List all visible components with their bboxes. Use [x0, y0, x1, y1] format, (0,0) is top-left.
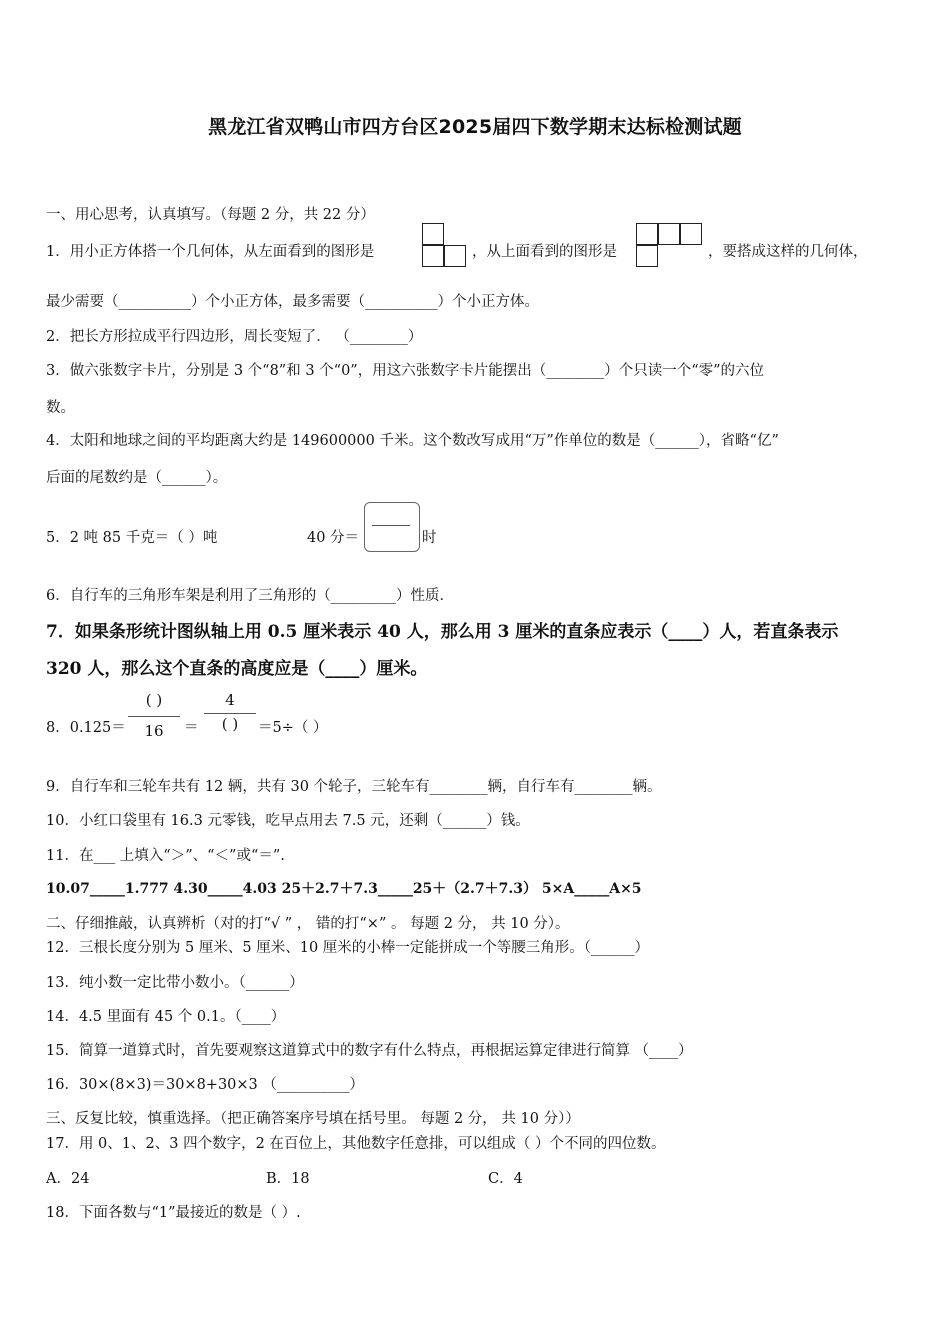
- q17-option-c: C．4: [488, 1171, 523, 1187]
- q1-part-a: 1．用小正方体搭一个几何体，从左面看到的图形是: [46, 244, 375, 260]
- top-view-cell: [636, 223, 658, 245]
- q14: 14．4.5 里面有 45 个 0.1。（____）: [46, 1009, 286, 1025]
- q1-part-c: ，要搭成这样的几何体，: [708, 244, 868, 260]
- q8-suffix: ＝5÷（ ）: [258, 720, 328, 736]
- q3-line-1: 3．做六张数字卡片，分别是 3 个“8”和 3 个“0”，用这六张数字卡片能摆出（________）个只读一个“零”的六位: [46, 363, 765, 379]
- q16: 16．30×(8×3)＝30×8+30×3 （__________）: [46, 1077, 364, 1093]
- q11: 11．在___ 上填入“＞”、“＜”或“＝”.: [46, 848, 285, 864]
- top-view-cell: [680, 223, 702, 245]
- left-view-cell: [444, 245, 466, 267]
- fraction-answer-bracket: [364, 502, 420, 552]
- top-view-figure: [636, 223, 706, 268]
- q1-part-b: ，从上面看到的图形是: [472, 244, 617, 260]
- q2: 2．把长方形拉成平行四边形，周长变短了． （________）: [46, 329, 423, 345]
- left-view-cell: [422, 245, 444, 267]
- top-view-cell: [658, 223, 680, 245]
- q5-part-c: 时: [422, 530, 437, 546]
- q12: 12．三根长度分别为 5 厘米、5 厘米、10 厘米的小棒一定能拼成一个等腰三角形。（______）: [46, 940, 650, 956]
- q17-option-a: A．24: [46, 1171, 90, 1187]
- q13: 13．纯小数一定比带小数小。（______）: [46, 975, 304, 991]
- q11-items: 10.07_____1.777 4.30_____4.03 25＋2.7＋7.3_____25＋（2.7＋7.3） 5×A_____A×5: [46, 881, 642, 897]
- q3-line-2: 数。: [46, 400, 75, 416]
- left-view-cell: [422, 223, 444, 245]
- q6: 6．自行车的三角形车架是利用了三角形的（_________）性质．: [46, 588, 454, 604]
- fraction-bar: [204, 713, 256, 714]
- q5-part-a: 5．2 吨 85 千克＝（ ）吨: [46, 530, 218, 546]
- fraction-bar: [372, 525, 410, 526]
- q9: 9．自行车和三轮车共有 12 辆，共有 30 个轮子，三轮车有________辆，自行车有________辆。: [46, 779, 662, 795]
- q8-fraction-2-denominator: ( ): [221, 715, 239, 733]
- q15: 15．简算一道算式时，首先要观察这道算式中的数字有什么特点，再根据运算定律进行简算 （____）: [46, 1043, 693, 1059]
- top-view-cell: [636, 245, 658, 267]
- q4-line-1: 4．太阳和地球之间的平均距离大约是 149600000 千米。这个数改写成用“万”作单位的数是（______），省略“亿”: [46, 433, 779, 449]
- q8-fraction-1-numerator: ( ): [145, 691, 163, 709]
- q10: 10．小红口袋里有 16.3 元零钱，吃早点用去 7.5 元，还剩（______）钱。: [46, 813, 530, 829]
- left-view-figure: [422, 223, 468, 268]
- page-title: 黑龙江省双鸭山市四方台区2025届四下数学期末达标检测试题: [208, 116, 742, 138]
- q17-option-b: B．18: [266, 1171, 310, 1187]
- q8-equals: ＝: [184, 720, 199, 736]
- q18: 18．下面各数与“1”最接近的数是（ ）.: [46, 1205, 301, 1221]
- q4-line-2: 后面的尾数约是（______）。: [46, 470, 228, 486]
- q17: 17．用 0、1、2、3 四个数字，2 在百位上，其他数字任意排，可以组成（ ）个不同的四位数。: [46, 1136, 666, 1152]
- section-3-heading: 三、反复比较，慎重选择。（把正确答案序号填在括号里。 每题 2 分， 共 10 分））: [46, 1111, 580, 1127]
- section-2-heading: 二、仔细推敲，认真辨析（对的打“√ ” ， 错的打“×” 。 每题 2 分， 共 10 分）。: [46, 916, 570, 932]
- q1-line-2: 最少需要（__________）个小正方体，最多需要（__________）个小正方体。: [46, 294, 539, 310]
- q7-line-1: 7．如果条形统计图纵轴上用 0.5 厘米表示 40 人，那么用 3 厘米的直条应表示（____）人，若直条表示: [46, 622, 839, 642]
- q7-line-2: 320 人，那么这个直条的高度应是（____）厘米。: [46, 659, 428, 679]
- fraction-bar: [128, 716, 180, 717]
- section-1-heading: 一、用心思考，认真填写。（每题 2 分，共 22 分）: [46, 207, 375, 223]
- q8-fraction-2-numerator: 4: [225, 691, 235, 709]
- q5-part-b: 40 分＝: [307, 530, 360, 546]
- q8-fraction-1-denominator: 16: [144, 722, 164, 740]
- q8-prefix: 8．0.125＝: [46, 720, 126, 736]
